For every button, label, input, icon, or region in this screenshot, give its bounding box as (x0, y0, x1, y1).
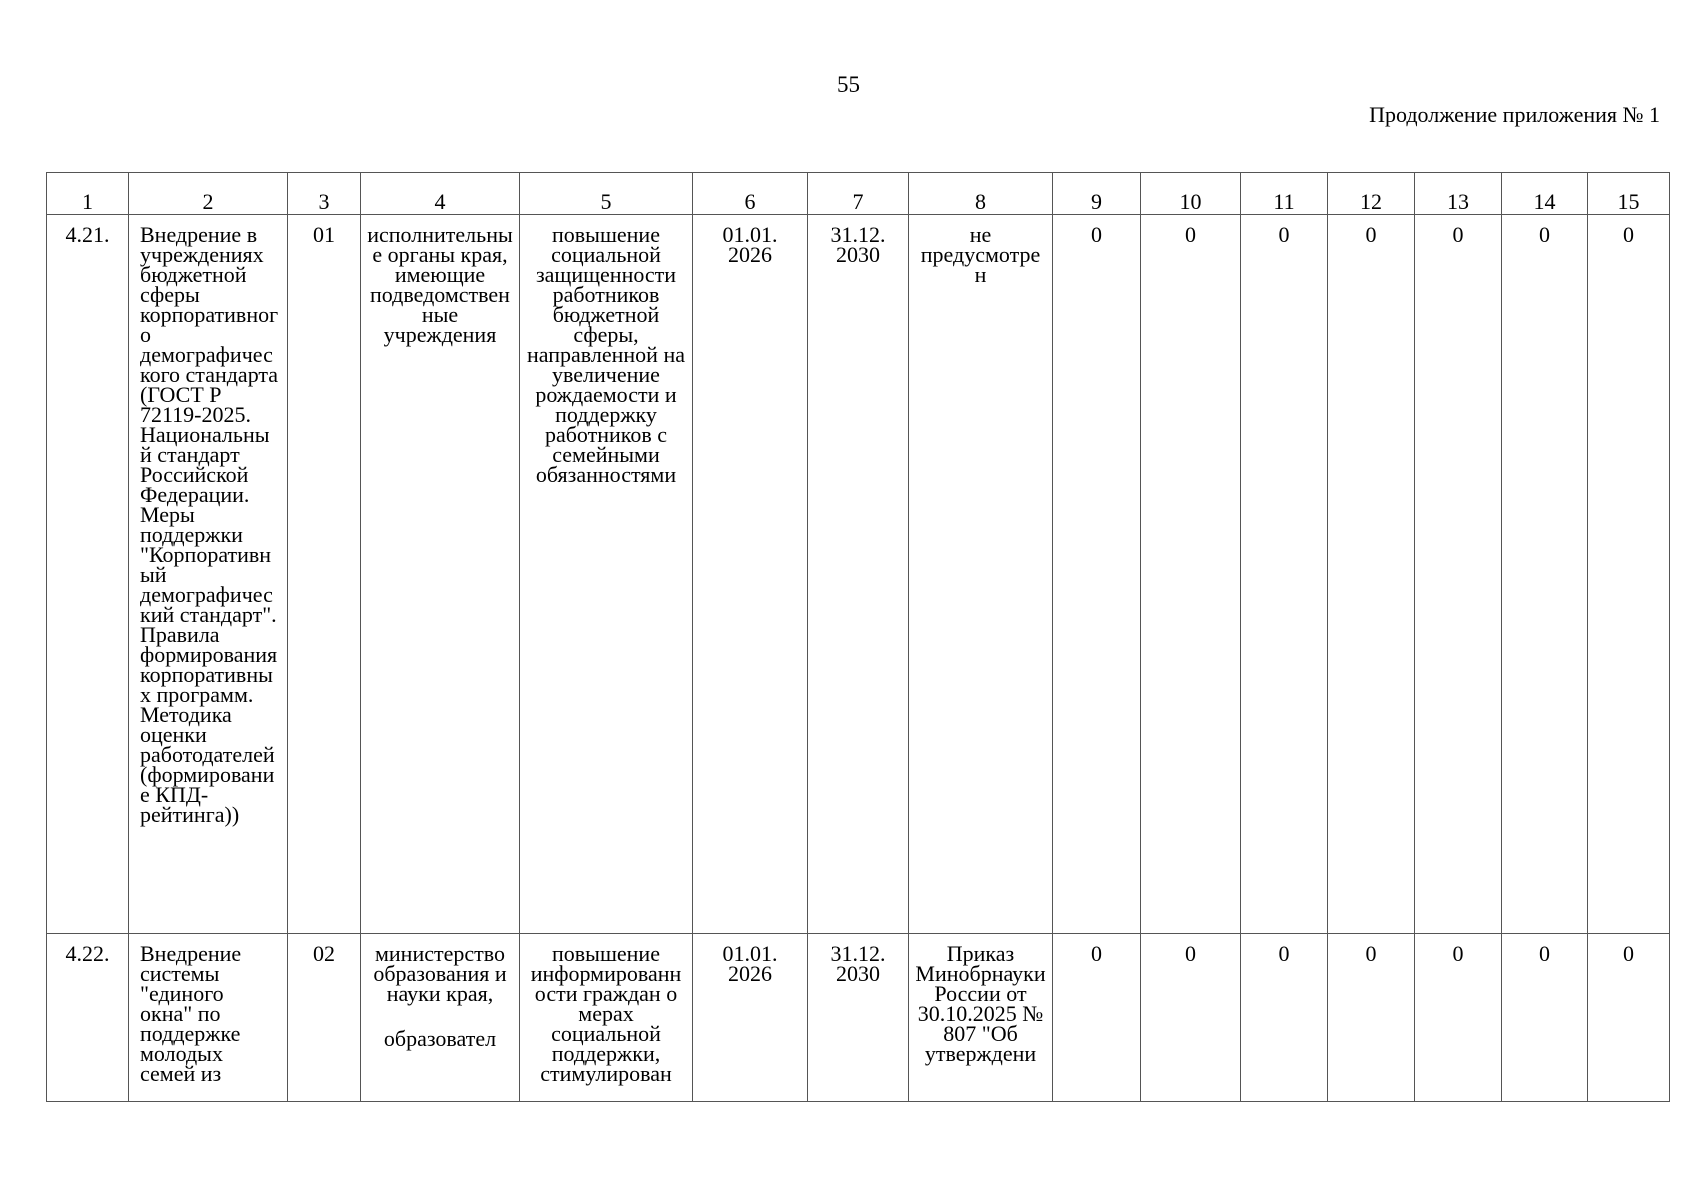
column-number: 2 (129, 173, 288, 215)
value-cell: 0 (1502, 215, 1588, 934)
value-cell: 0 (1328, 215, 1415, 934)
executor-text: исполнительные органы края, имеющие подведомственные учреждения (367, 222, 513, 347)
column-number: 6 (693, 173, 808, 215)
column-number: 3 (288, 173, 361, 215)
executor (361, 934, 520, 1102)
appendix-note: Продолжение приложения № 1 (1369, 102, 1660, 127)
value-cell: 0 (1415, 215, 1502, 934)
measure-code: 01 (288, 215, 361, 934)
value-cell: 0 (1053, 934, 1141, 1102)
column-number: 1 (47, 173, 129, 215)
table-row (47, 934, 1670, 1102)
column-number: 11 (1241, 173, 1328, 215)
executor-text-continued: образовател (383, 1026, 497, 1051)
column-number: 10 (1141, 173, 1241, 215)
column-number: 9 (1053, 173, 1141, 215)
row-number: 4.22. (47, 934, 129, 1102)
page-number: 55 (837, 72, 860, 97)
row-number: 4.21. (47, 215, 129, 934)
regulatory-document: Приказ Минобрнауки России от 30.10.2025 № 807 "Об утверждени (909, 934, 1053, 1102)
start-date: 01.01. 2026 (693, 215, 808, 934)
start-date: 01.01. 2026 (693, 934, 808, 1102)
value-cell: 0 (1588, 934, 1670, 1102)
column-number: 4 (361, 173, 520, 215)
expected-result: повышение социальной защищенности работников бюджетной сферы, направленной на увеличение рождаемости и поддержку работников с семейными обязанностями (520, 215, 693, 934)
value-cell: 0 (1141, 934, 1241, 1102)
measures-table (46, 172, 1670, 1102)
column-number: 12 (1328, 173, 1415, 215)
regulatory-document: не предусмотрен (909, 215, 1053, 934)
column-number: 14 (1502, 173, 1588, 215)
value-cell: 0 (1241, 215, 1328, 934)
value-cell: 0 (1588, 215, 1670, 934)
executor (361, 215, 520, 934)
column-number: 7 (808, 173, 909, 215)
executor-text: министерство образования и науки края, (373, 941, 507, 1006)
column-number: 15 (1588, 173, 1670, 215)
end-date: 31.12. 2030 (808, 215, 909, 934)
column-number: 5 (520, 173, 693, 215)
value-cell: 0 (1141, 215, 1241, 934)
end-date: 31.12. 2030 (808, 934, 909, 1102)
measure-name: Внедрение в учреждениях бюджетной сферы корпоративного демографического стандарта (ГОСТ Р 72119-2025. Национальный стандарт Российской Федерации. Меры поддержки "Корпоративный демографический стандарт". Правила формирования корпоративных программ. Методика оценки работодателей (формирование КПД-рейтинга)) (129, 215, 288, 934)
column-number: 8 (909, 173, 1053, 215)
value-cell: 0 (1502, 934, 1588, 1102)
column-number: 13 (1415, 173, 1502, 215)
measure-name: Внедрение системы "единого окна" по поддержке молодых семей из (129, 934, 288, 1102)
expected-result: повышение информированности граждан о мерах социальной поддержки, стимулирован (520, 934, 693, 1102)
column-number-row (47, 173, 1670, 215)
value-cell: 0 (1053, 215, 1141, 934)
value-cell: 0 (1415, 934, 1502, 1102)
table-row (47, 215, 1670, 934)
measure-code: 02 (288, 934, 361, 1102)
value-cell: 0 (1328, 934, 1415, 1102)
value-cell: 0 (1241, 934, 1328, 1102)
